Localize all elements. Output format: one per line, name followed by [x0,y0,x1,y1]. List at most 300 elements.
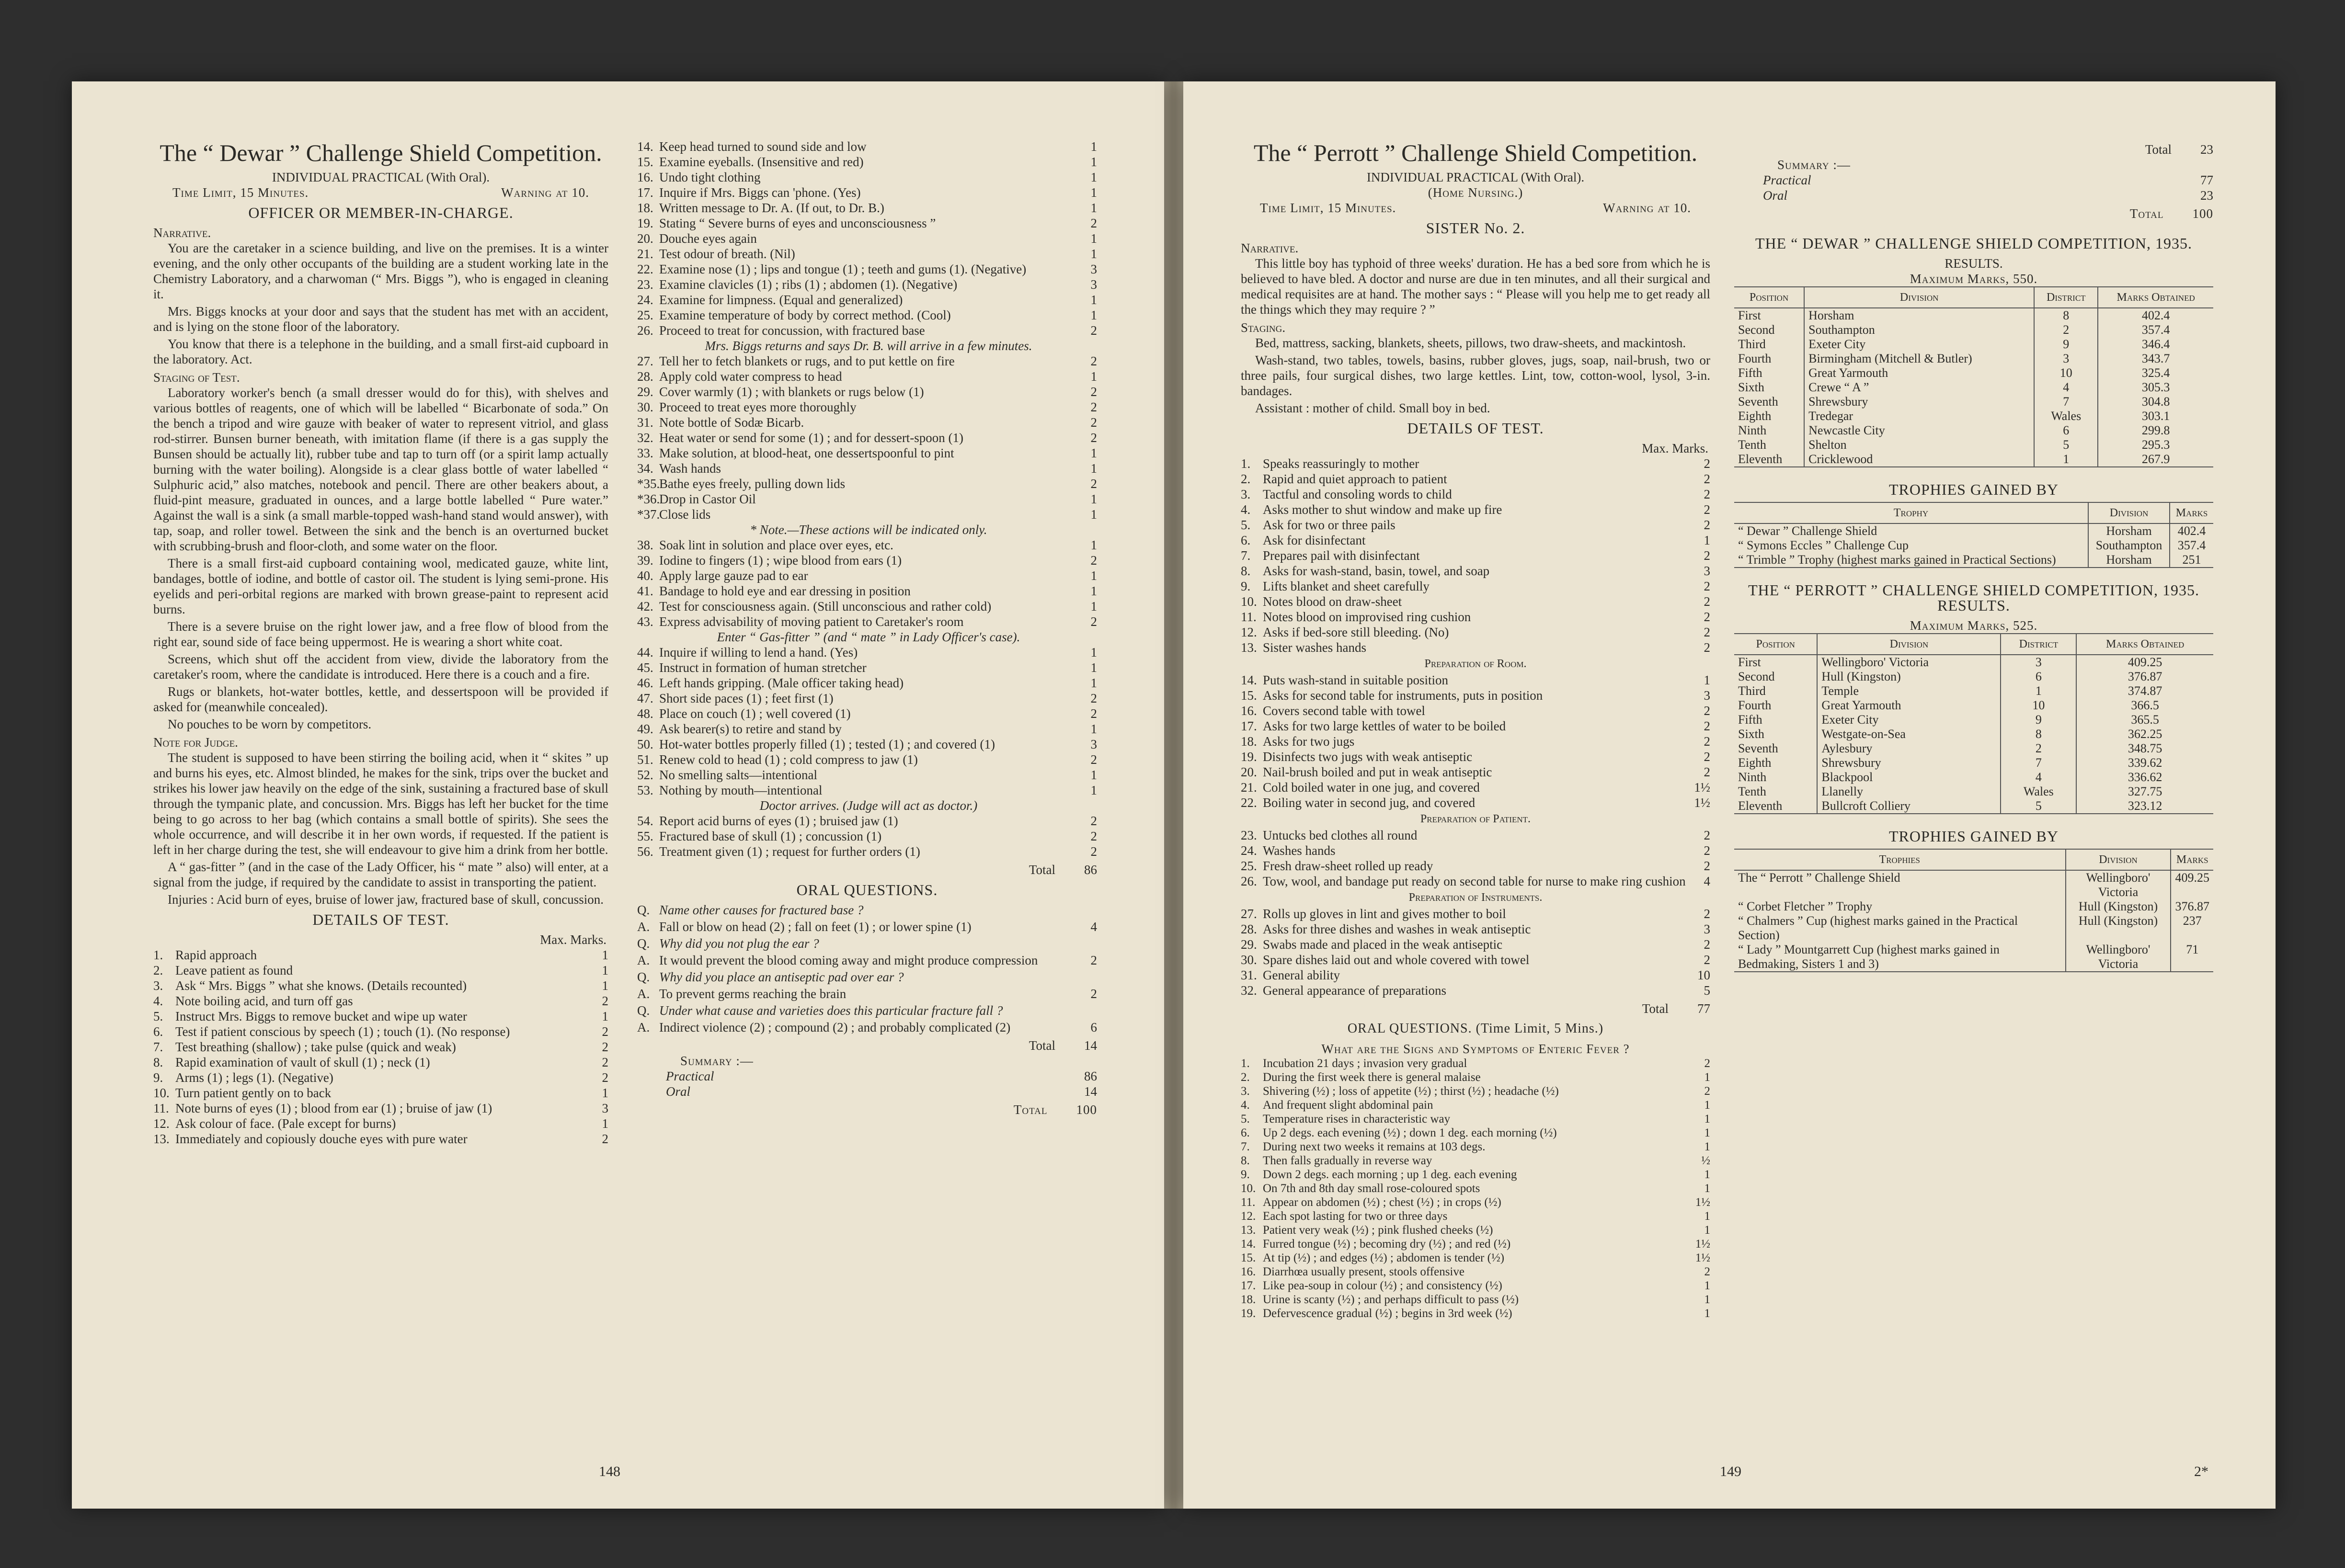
table-cell: 346.4 [2098,337,2213,352]
table-cell: 357.4 [2170,538,2213,553]
home-nursing: (Home Nursing.) [1428,185,1523,200]
test-item: 1. Incubation 21 days ; invasion very gradual 2 [1241,1057,1710,1070]
test-item: 15. Asks for second table for instruments, puts in position 3 [1241,688,1710,703]
table-cell: Great Yarmouth [1804,366,2034,380]
test-item: Mrs. Biggs returns and says Dr. B. will arrive in a few minutes. [705,339,1032,353]
details-title: DETAILS OF TEST. [1407,420,1544,437]
test-item: 10. On 7th and 8th day small rose-coloured spots 1 [1241,1182,1710,1195]
staging-label: Staging. [1241,320,1286,335]
test-item: 21. Test odour of breath. (Nil) 1 [637,247,1097,261]
summary-practical: Practical 86 [666,1069,1097,1083]
table-cell: 325.4 [2098,366,2213,380]
test-item: 43. Express advisability of moving patient to Caretaker's room 2 [637,614,1097,629]
right-column-1 [1241,139,1710,1320]
table-cell: 2 [2001,741,2076,756]
table-cell: Great Yarmouth [1817,698,2001,713]
test-item: 16. Diarrhœa usually present, stools offensive 2 [1241,1265,1710,1278]
oral-question-row: Q. Under what cause and varieties does this particular fracture fall ? [637,1003,1003,1018]
test-item: * Note.—These actions will be indicated only. [750,523,987,537]
table-cell: Southampton [2088,538,2170,553]
table-cell: Wellingboro' Victoria [2066,870,2171,899]
table-cell: Sixth [1738,380,1764,394]
oral-question-row: A. Fall or blow on head (2) ; fall on feet (1) ; or lower spine (1) 4 [637,920,1097,934]
oral-question-row: A. Indirect violence (2) ; compound (2) ; and probably complicated (2) 6 [637,1020,1097,1034]
test-item: 50. Hot-water bottles properly filled (1) ; tested (1) ; and covered (1) 3 [637,737,1097,751]
test-item: 28. Asks for three dishes and washes in weak antiseptic 3 [1241,922,1710,936]
table-cell: Crewe “ A ” [1804,380,2034,395]
test-item: 56. Treatment given (1) ; request for further orders (1) 2 [637,844,1097,859]
dewar-max-marks: Maximum Marks, 550. [1910,272,2038,286]
page-149 [1183,81,2276,1509]
test-item: 9. Lifts blanket and sheet carefully 2 [1241,579,1710,593]
table-row [1734,899,2213,914]
table-row [1734,380,2213,395]
table-row [1734,409,2213,423]
table-cell: Fifth [1738,713,1762,727]
table-row [1734,784,2213,799]
table-cell: Third [1738,684,1766,698]
test-item: 38. Soak lint in solution and place over eyes, etc. 1 [637,538,1097,552]
staging-label: Staging of Test. [153,370,240,385]
staging [153,385,608,732]
table-cell: 9 [2034,337,2098,352]
dewar-results-title: THE “ DEWAR ” CHALLENGE SHIELD COMPETITION, 1935. [1755,235,2192,252]
table-cell: 8 [2034,308,2098,323]
test-item: *35. Bathe eyes freely, pulling down lids 2 [637,477,1097,491]
summary-label: Summary :— [1777,158,1851,172]
table-cell: Wellingboro' Victoria [2066,943,2171,972]
left-column-1 [153,139,608,1147]
test-item: 23. Untucks bed clothes all round 2 [1241,828,1710,842]
max-marks-label: Max. Marks. [1642,441,1708,455]
table-cell: 365.5 [2076,713,2213,727]
oral-question-row: A. To prevent germs reaching the brain 2 [637,987,1097,1001]
dewar-trophies-table: Trophy Division Marks “ Dewar ” Challenge Shield Horsham 402.4 “ Symons Eccles ” Challenge Cup Southampton 357.4 “ Trimble ” Trophy (highest marks gained in Practical Sections) Horsham 251 [1734,502,2213,568]
test-item: 48. Place on couch (1) ; well covered (1) 2 [637,706,1097,721]
test-item: 10. Notes blood on draw-sheet 2 [1241,594,1710,609]
test-items-b [637,139,1097,859]
test-item: 46. Left hands gripping. (Male officer taking head) 1 [637,676,1097,690]
table-row [1734,395,2213,409]
test-item: 23. Examine clavicles (1) ; ribs (1) ; abdomen (1). (Negative) 3 [637,277,1097,292]
table-cell: 402.4 [2098,308,2213,323]
test-item: 1. Rapid approach 1 [153,948,608,962]
table-cell: 357.4 [2098,323,2213,337]
left-column-2 [637,139,1097,1117]
test-item: 24. Examine for limpness. (Equal and generalized) 1 [637,293,1097,307]
note-for-judge [153,750,608,907]
test-item: 1. Speaks reassuringly to mother 2 [1241,456,1710,471]
test-items-a [153,947,608,1147]
table-row [1734,366,2213,380]
table-cell: Ninth [1738,770,1767,784]
test-item: 22. Boiling water in second jug, and covered 1½ [1241,795,1710,810]
table-cell: 323.12 [2076,799,2213,814]
table-cell: Tenth [1738,438,1766,452]
page-148 [72,81,1164,1509]
test-item: 16. Covers second table with towel 2 [1241,704,1710,718]
table-cell: Temple [1817,684,2001,698]
test-items-b [1241,672,1710,810]
test-item: 27. Rolls up gloves in lint and gives mother to boil 2 [1241,907,1710,921]
grand-total: Total 100 [2129,206,2213,221]
table-cell: 7 [2001,756,2076,770]
table-cell: 6 [2001,670,2076,684]
table-cell: Horsham [2088,523,2170,538]
paragraph: Mrs. Biggs knocks at your door and says that the student has met with an accident, and is lying on the stone floor of the laboratory. [153,304,608,334]
table-cell: 327.75 [2076,784,2213,799]
table-row [1734,870,2213,899]
test-item: 18. Urine is scanty (½) ; and perhaps difficult to pass (½) 1 [1241,1293,1710,1306]
table-cell: Wales [2034,409,2098,423]
narrative [153,240,608,367]
table-row [1734,914,2213,943]
table-cell: “ Lady ” Mountgarrett Cup (highest marks gained in Bedmaking, Sisters 1 and 3) [1738,943,2000,971]
test-item: 14. Puts wash-stand in suitable position 1 [1241,673,1710,687]
paragraph: Injuries : Acid burn of eyes, bruise of lower jaw, fractured base of skull, concussion. [168,892,604,907]
test-item: 4. Note boiling acid, and turn off gas 2 [153,994,608,1008]
table-cell: 9 [2001,713,2076,727]
dewar-results-table: Position Division District Marks Obtained First Horsham 8 402.4 Second Southampton 2 357.4 Third Exeter City 9 346.4 Fourth Birmingham (Mitchell & Butler) 3 343.7 Fifth Great Yarmouth 10 325.4 Sixth Crewe “ A ” 4 305.3 Seventh Shrewsbury 7 304.8 Eighth Tredegar Wales 303.1 Ninth Newcastle City 6 299.8 Tenth Shelton 5 295.3 Eleventh Cricklewood 1 267.9 [1734,286,2213,467]
table-row [1734,337,2213,352]
prep-instruments-heading: Preparation of Instruments. [1408,891,1543,904]
table-cell: Cricklewood [1804,452,2034,467]
test-item: 44. Inquire if willing to lend a hand. (Yes) 1 [637,645,1097,659]
oral-items [1241,1057,1710,1320]
dewar-title: The “ Dewar ” Challenge Shield Competition. [160,139,602,166]
test-item: 19. Stating “ Severe burns of eyes and unconsciousness ” 2 [637,216,1097,230]
test-item: 18. Written message to Dr. A. (If out, to Dr. B.) 1 [637,201,1097,215]
table-cell: Eighth [1738,409,1772,423]
paragraph: Assistant : mother of child. Small boy in bed. [1255,401,1490,415]
table-cell: 374.87 [2076,684,2213,698]
paragraph: No pouches to be worn by competitors. [168,717,372,731]
test-item: 28. Apply cold water compress to head 1 [637,369,1097,384]
test-item: 10. Turn patient gently on to back 1 [153,1086,608,1100]
summary-practical: Practical 77 [1763,173,2213,187]
test-item: 3. Tactful and consoling words to child 2 [1241,487,1710,501]
table-cell: The “ Perrott ” Challenge Shield [1738,871,1900,885]
perrott-subtitle: INDIVIDUAL PRACTICAL (With Oral). [1366,170,1585,184]
test-item: 20. Douche eyes again 1 [637,231,1097,246]
details-title: DETAILS OF TEST. [312,911,449,928]
test-item: 15. Examine eyeballs. (Insensitive and red) 1 [637,155,1097,169]
test-item: 13. Sister washes hands 2 [1241,640,1710,655]
test-item: 17. Like pea-soup in colour (½) ; and consistency (½) 1 [1241,1279,1710,1292]
signature-mark: 2* [2194,1464,2208,1479]
table-cell: Hull (Kingston) [1817,670,2001,684]
test-item: 5. Ask for two or three pails 2 [1241,518,1710,532]
test-item: 22. Examine nose (1) ; lips and tongue (1) ; teeth and gums (1). (Negative) 3 [637,262,1097,276]
test-item: 7. Test breathing (shallow) ; take pulse (quick and weak) 2 [153,1040,608,1054]
oral-question-row: A. It would prevent the blood coming away and might produce compression 2 [637,953,1097,967]
table-cell: Hull (Kingston) [2066,914,2171,943]
table-row [1734,727,2213,741]
test-items-a [1241,456,1710,655]
max-marks-label: Max. Marks. [540,932,606,947]
table-row [1734,323,2213,337]
table-cell: Fifth [1738,366,1762,380]
table-cell: Exeter City [1804,337,2034,352]
test-item: 24. Washes hands 2 [1241,843,1710,858]
test-item: 12. Ask colour of face. (Pale except for burns) 1 [153,1116,608,1131]
test-item: 9. Arms (1) ; legs (1). (Negative) 2 [153,1070,608,1085]
table-cell: Hull (Kingston) [2066,899,2171,914]
table-cell: Second [1738,670,1775,683]
test-item: 19. Disinfects two jugs with weak antiseptic 2 [1241,750,1710,764]
test-item: 12. Each spot lasting for two or three days 1 [1241,1210,1710,1223]
test-item: 2. During the first week there is general malaise 1 [1241,1071,1710,1084]
oral-subheading: What are the Signs and Symptoms of Enteric Fever ? [1321,1042,1630,1056]
test-item: 5. Temperature rises in characteristic way 1 [1241,1113,1710,1125]
table-cell: 10 [2001,698,2076,713]
test-item: 18. Asks for two jugs 2 [1241,734,1710,749]
test-item: 11. Notes blood on improvised ring cushion 2 [1241,610,1710,624]
summary-oral: Oral 14 [666,1084,1097,1099]
table-cell: Blackpool [1817,770,2001,784]
test-item: 49. Ask bearer(s) to retire and stand by 1 [637,722,1097,736]
page-number: 148 [599,1464,620,1479]
table-cell: Exeter City [1817,713,2001,727]
test-item: 4. Asks mother to shut window and make up fire 2 [1241,502,1710,517]
test-item: 32. General appearance of preparations 5 [1241,983,1710,998]
table-cell: “ Chalmers ” Cup (highest marks gained in the Practical Section) [1738,914,2018,942]
oral-question-row: Q. Name other causes for fractured base ? [637,903,864,917]
paragraph: Wash-stand, two tables, towels, basins, rubber gloves, jugs, soap, nail-brush, two or three pails, four surgical dishes, two large kettles. Lint, tow, cotton-wool, lysol, 3-in. bandages. [1241,353,1710,398]
table-cell: 1 [2001,684,2076,698]
warning: Warning at 10. [501,185,589,200]
test-item: 29. Cover warmly (1) ; with blankets or rugs below (1) 2 [637,385,1097,399]
perrott-results-table: Position Division District Marks Obtained First Wellingboro' Victoria 3 409.25 Second Hull (Kingston) 6 376.87 Third Temple 1 374.87 Fourth Great Yarmouth 10 366.5 Fifth Exeter City 9 365.5 Sixth Westgate-on-Sea 8 362.25 Seventh Aylesbury 2 348.75 Eighth Shrewsbury 7 339.62 Ninth Blackpool 4 336.62 Tenth Llanelly Wales 327.75 Eleventh Bullcroft Colliery 5 323.12 [1734,633,2213,814]
table-row [1734,770,2213,784]
practical-total: Total 86 [1029,863,1097,877]
table-row [1734,655,2213,670]
test-item: 14. Furred tongue (½) ; becoming dry (½) ; and red (½) 1½ [1241,1238,1710,1250]
oral-title: ORAL QUESTIONS. [796,881,938,898]
paragraph: Rugs or blankets, hot-water bottles, kettle, and dessertspoon will be provided if asked for (meanwhile concealed). [153,684,608,714]
table-cell: Newcastle City [1804,423,2034,438]
table-cell: Eighth [1738,756,1772,770]
test-item: 11. Note burns of eyes (1) ; blood from ear (1) ; bruise of jaw (1) 3 [153,1101,608,1115]
time-limit-row [153,185,608,200]
table-cell: Aylesbury [1817,741,2001,756]
test-item: 54. Report acid burns of eyes (1) ; bruised jaw (1) 2 [637,814,1097,828]
paragraph: You are the caretaker in a science building, and live on the premises. It is a winter evening, and the only other occupants of the building are a student working late in the Chemistry Laboratory, and a charwoman (“ Mrs. Biggs ”), who is engaged in cleaning it. [153,241,608,301]
table-cell: 5 [2034,438,2098,452]
table-cell: 304.8 [2098,395,2213,409]
table-cell: Third [1738,337,1766,351]
role-heading: OFFICER OR MEMBER-IN-CHARGE. [248,204,514,221]
test-item: 39. Iodine to fingers (1) ; wipe blood from ears (1) 2 [637,553,1097,568]
table-cell: Fourth [1738,352,1772,365]
test-item: 21. Cold boiled water in one jug, and covered 1½ [1241,780,1710,795]
dewar-trophies-title: TROPHIES GAINED BY [1889,481,2059,498]
test-item: Enter “ Gas-fitter ” (and “ mate ” in Lady Officer's case). [717,630,1020,644]
test-item: 8. Asks for wash-stand, basin, towel, and soap 3 [1241,564,1710,578]
oral-question-row: Q. Why did you place an antiseptic pad over ear ? [637,970,904,984]
table-cell: “ Symons Eccles ” Challenge Cup [1738,538,1909,552]
paragraph: This little boy has typhoid of three weeks' duration. He has a bed sore from which he is believed to have bled. A doctor and nurse are due in ten minutes, and all their surgical and medical requisites are at hand. The mother says : “ Please will you help me to get ready all the things which they may require ? ” [1241,256,1710,317]
test-item: 17. Asks for two large kettles of water to be boiled 2 [1241,719,1710,733]
paragraph: Laboratory worker's bench (a small dresser would do for this), with shelves and various bottles of reagents, one of which will be labelled “ Bicarbonate of soda.” On the bench a tripod and wire gauze with beaker of water to represent vitriol, and glass rod-stirrer. Bunsen burner beneath, with imitation flame (if there is a gas supply the Bunsen should be actually lit), rubber tube and tap to turn off (or a spirit lamp actually burning with the water boiling). Alongside is a clear glass bottle of water labelled “ Sulphuric acid,” also matches, notebook and pencil. There are other beakers about, a fluid-pint measure, graduated in ounces, and a large bottle labelled “ Pure water.” Against the wall is a sink (a small marble-topped wash-hand stand would answer), with tap, soap, and roller towel. Between the sink and the bench is an overturned bucket with scrubbing-brush and floor-cloth, and some water on the floor. [153,386,608,553]
table-row [1734,756,2213,770]
staging [1241,335,1710,416]
test-item: 25. Fresh draw-sheet rolled up ready 2 [1241,859,1710,873]
test-item: 51. Renew cold to head (1) ; cold compress to jaw (1) 2 [637,752,1097,767]
table-row [1734,308,2213,323]
table-row [1734,799,2213,814]
oral-title: ORAL QUESTIONS. (Time Limit, 5 Mins.) [1347,1021,1604,1036]
summary-oral: Oral 23 [1763,188,2213,203]
test-item: *37. Close lids 1 [637,507,1097,522]
test-item: 3. Ask “ Mrs. Biggs ” what she knows. (Details recounted) 1 [153,978,608,993]
test-item: 17. Inquire if Mrs. Biggs can 'phone. (Yes) 1 [637,185,1097,200]
test-item: 52. No smelling salts—intentional 1 [637,768,1097,782]
table-cell: 295.3 [2098,438,2213,452]
table-cell: “ Trimble ” Trophy (highest marks gained in Practical Sections) [1738,553,2056,567]
table-row [1734,538,2213,553]
table-cell: Eleventh [1738,799,1783,813]
table-row [1734,452,2213,467]
table-row [1734,523,2213,538]
dewar-subtitle: INDIVIDUAL PRACTICAL (With Oral). [272,170,490,184]
test-item: 30. Proceed to treat eyes more thoroughly 2 [637,400,1097,414]
test-item: 31. Note bottle of Sodæ Bicarb. 2 [637,415,1097,430]
test-item: 29. Swabs made and placed in the weak antiseptic 2 [1241,937,1710,952]
table-cell: 4 [2001,770,2076,784]
test-item: 6. Ask for disinfectant 1 [1241,533,1710,547]
time-limit: Time Limit, 15 Minutes. [172,185,309,200]
oral-total: Total 23 [2145,142,2213,157]
table-cell: 267.9 [2098,452,2213,467]
table-cell: 10 [2034,366,2098,380]
oral-question-row: Q. Why did you not plug the ear ? [637,936,819,951]
table-cell: 237 [2171,914,2213,943]
table-cell: Sixth [1738,727,1764,741]
table-cell: 299.8 [2098,423,2213,438]
paragraph: There is a small first-aid cupboard containing wool, medicated gauze, white lint, bandages, bottle of iodine, and bottle of castor oil. The student is lying semi-prone. His eyelids and peri-orbital regions are marked with brown grease-paint to represent acid burns. [153,556,608,616]
paragraph: Bed, mattress, sacking, blankets, sheets, pillows, two draw-sheets, and mackintosh. [1255,336,1686,350]
test-item: 9. Down 2 degs. each morning ; up 1 deg. each evening 1 [1241,1168,1710,1181]
table-cell: 8 [2001,727,2076,741]
table-cell: 303.1 [2098,409,2213,423]
table-cell: 348.75 [2076,741,2213,756]
test-item: 6. Test if patient conscious by speech (1) ; touch (1). (No response) 2 [153,1024,608,1039]
test-item: *36. Drop in Castor Oil 1 [637,492,1097,506]
table-row [1734,713,2213,727]
test-item: 42. Test for consciousness again. (Still unconscious and rather cold) 1 [637,599,1097,614]
table-cell: “ Dewar ” Challenge Shield [1738,524,1877,538]
test-item: 40. Apply large gauze pad to ear 1 [637,568,1097,583]
paragraph: A “ gas-fitter ” (and in the case of the Lady Officer, his “ mate ” also) will enter, at a signal from the judge, if required by the candidate to assist in transporting the patient. [153,860,608,889]
table-cell: “ Corbet Fletcher ” Trophy [1738,899,1873,913]
table-cell: 336.62 [2076,770,2213,784]
test-item: 41. Bandage to hold eye and ear dressing in position 1 [637,584,1097,598]
test-item: 16. Undo tight clothing 1 [637,170,1097,184]
table-row [1734,438,2213,452]
test-item: 5. Instruct Mrs. Biggs to remove bucket and wipe up water 1 [153,1009,608,1023]
table-row [1734,741,2213,756]
table-cell: 251 [2170,553,2213,568]
test-item: 8. Then falls gradually in reverse way ½ [1241,1154,1710,1167]
test-item: 27. Tell her to fetch blankets or rugs, and to put kettle on fire 2 [637,354,1097,368]
table-cell: 339.62 [2076,756,2213,770]
summary-label: Summary :— [680,1054,754,1068]
test-item: 26. Tow, wool, and bandage put ready on second table for nurse to make ring cushion 4 [1241,874,1710,888]
table-cell: Wales [2001,784,2076,799]
test-item: 55. Fractured base of skull (1) ; concussion (1) 2 [637,829,1097,843]
narrative-label: Narrative. [153,226,211,240]
prep-patient-heading: Preparation of Patient. [1420,813,1531,825]
table-cell: 3 [2034,352,2098,366]
table-cell: Tredegar [1804,409,2034,423]
table-cell: 376.87 [2171,899,2213,914]
right-column-2 [1734,139,2213,972]
oral-questions [637,902,1097,1035]
table-cell: Horsham [2088,553,2170,568]
table-cell: 5 [2001,799,2076,814]
test-items-d [1241,906,1710,998]
table-cell: 6 [2034,423,2098,438]
test-item: 19. Defervescence gradual (½) ; begins in 3rd week (½) 1 [1241,1307,1710,1320]
perrott-max-marks: Maximum Marks, 525. [1910,618,2038,633]
test-item: 31. General ability 10 [1241,968,1710,982]
test-item: 53. Nothing by mouth—intentional 1 [637,783,1097,797]
table-cell: Shelton [1804,438,2034,452]
paragraph: You know that there is a telephone in the building, and a small first-aid cupboard in the laboratory. Act. [153,337,608,366]
table-cell: 3 [2001,655,2076,670]
time-limit: Time Limit, 15 Minutes. [1260,201,1396,215]
table-cell: Shrewsbury [1804,395,2034,409]
test-item: 30. Spare dishes laid out and whole covered with towel 2 [1241,953,1710,967]
test-item: 45. Instruct in formation of human stretcher 1 [637,660,1097,675]
table-cell: 409.25 [2076,655,2213,670]
test-item: 12. Asks if bed-sore still bleeding. (No) 2 [1241,625,1710,639]
table-row [1734,698,2213,713]
table-row [1734,684,2213,698]
test-items-c [1241,828,1710,889]
table-cell: Fourth [1738,698,1772,712]
table-cell: 362.25 [2076,727,2213,741]
paragraph: The student is supposed to have been stirring the boiling acid, when it “ skites ” up and burns his eyes, etc. Almost blinded, he makes for the sink, trips over the bucket and strikes his lower jaw heavily on the edge of the sink, sustaining a fractured base of skull through the tympanic plate, and concussion. Mrs. Biggs has left her bucket for the time being to go across to her bag (which contains a small bottle of spirits). She sees the whole occurrence, and will describe it in her own words, if requested. If the patient is left in her charge during the test, she will endeavour to give him a drink from her bottle. [153,750,609,857]
test-item: 20. Nail-brush boiled and put in weak antiseptic 2 [1241,765,1710,779]
test-item: 11. Appear on abdomen (½) ; chest (½) ; in crops (½) 1½ [1241,1196,1710,1209]
table-cell: First [1738,655,1761,669]
book-spread [72,81,2276,1509]
table-cell: Llanelly [1817,784,2001,799]
table-cell: 376.87 [2076,670,2213,684]
table-cell: 4 [2034,380,2098,395]
table-cell: Bullcroft Colliery [1817,799,2001,814]
table-cell: 7 [2034,395,2098,409]
table-cell: Wellingboro' Victoria [1817,655,2001,670]
test-item: Doctor arrives. (Judge will act as doctor.) [759,798,978,813]
table-cell: 1 [2034,452,2098,467]
test-item: 25. Examine temperature of body by correct method. (Cool) 1 [637,308,1097,322]
table-cell: 2 [2034,323,2098,337]
table-cell: Birmingham (Mitchell & Butler) [1804,352,2034,366]
test-item: 4. And frequent slight abdominal pain 1 [1241,1099,1710,1112]
test-item: 32. Heat water or send for some (1) ; and for dessert-spoon (1) 2 [637,431,1097,445]
test-item: 26. Proceed to treat for concussion, with fractured base 2 [637,323,1097,338]
page-number: 149 [1720,1464,1741,1479]
test-item: 14. Keep head turned to sound side and low 1 [637,139,1097,154]
table-row [1734,943,2213,972]
table-cell: Tenth [1738,784,1766,798]
test-item: 2. Rapid and quiet approach to patient 2 [1241,472,1710,486]
perrott-trophies-table: Trophies Division Marks The “ Perrott ” Challenge Shield Wellingboro' Victoria 409.25 “ Corbet Fletcher ” Trophy Hull (Kingston) 376.87 “ Chalmers ” Cup (highest marks gained in the Practical Section) Hull (Kingston) 237 “ Lady ” Mountgarrett Cup (highest marks gained in Bedmaking, Sisters 1 and 3) Wellingboro' Victoria 71 [1734,849,2213,972]
oral-total: Total 14 [1029,1038,1097,1053]
